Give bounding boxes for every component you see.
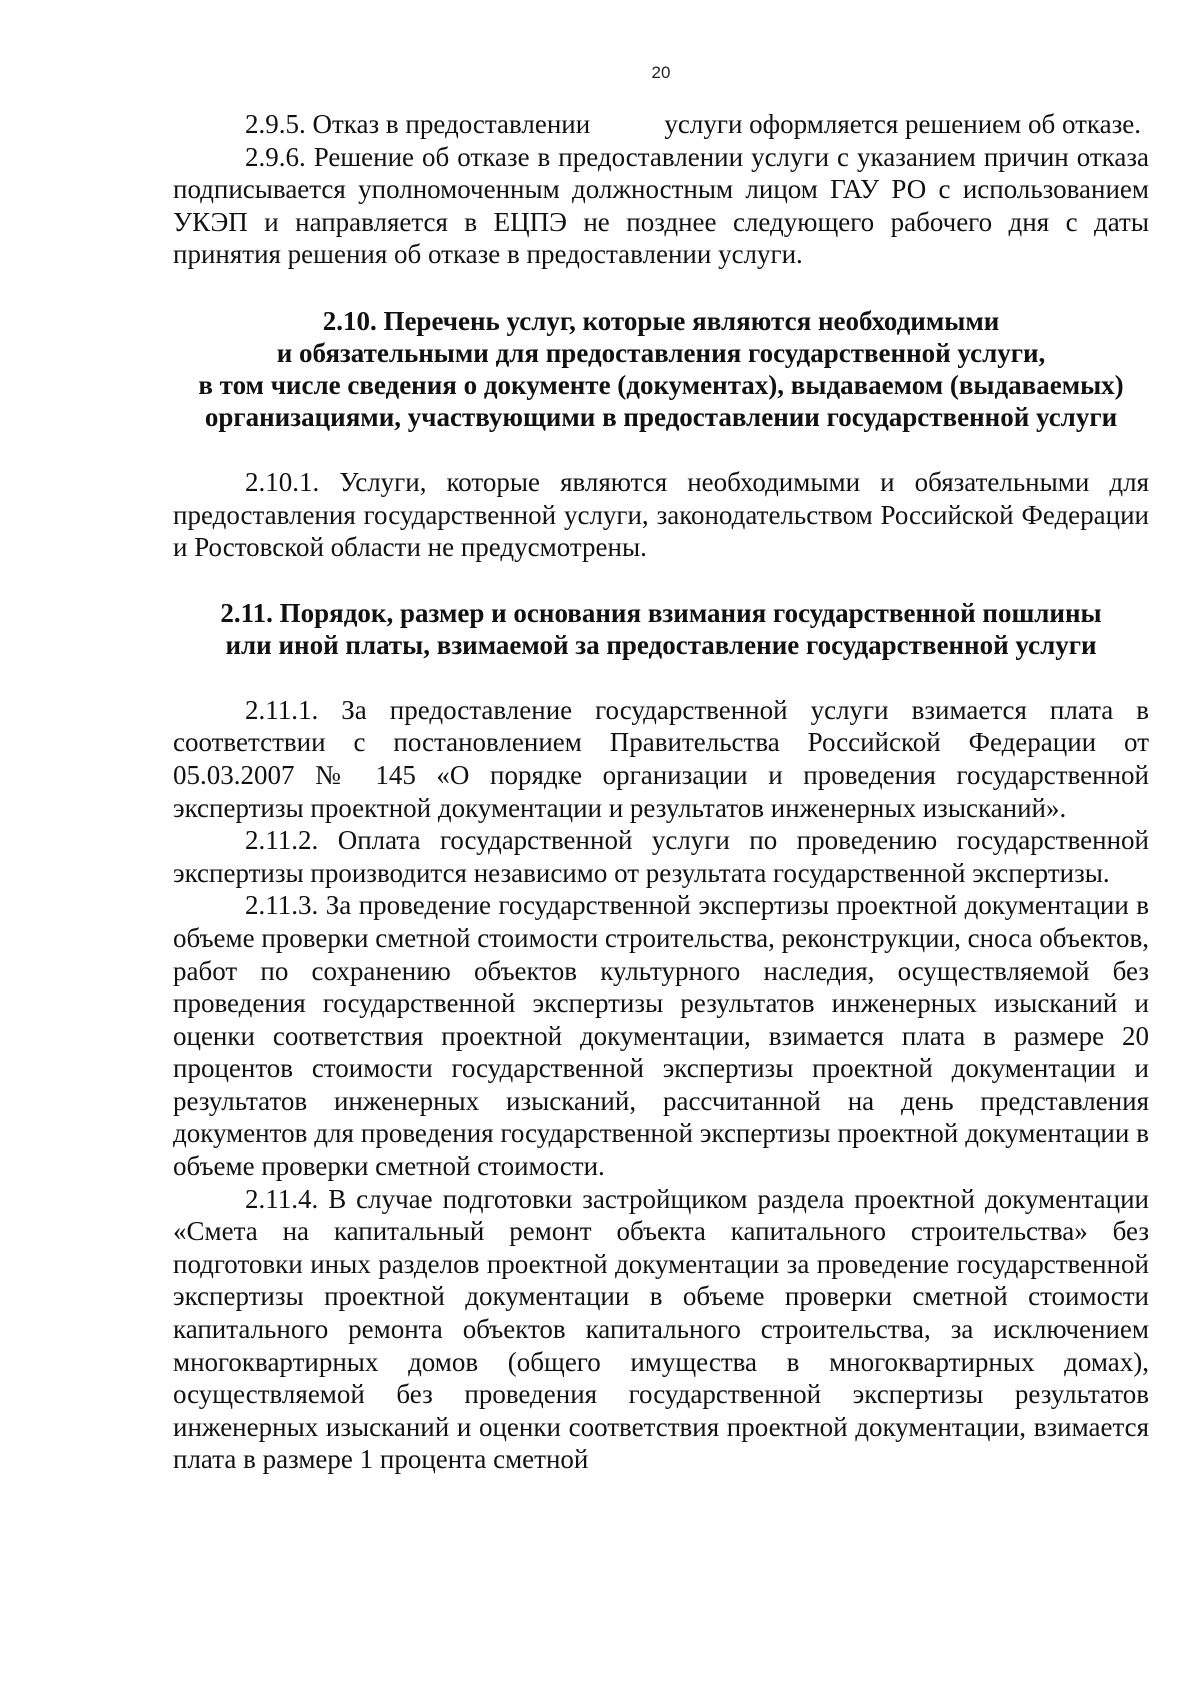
paragraph-2-10-1: 2.10.1. Услуги, которые являются необходимыми и обязательными для предоставления государственной услуги, законодательством Российской Федерации и Ростовской области не предусмотрены. bbox=[173, 466, 1149, 563]
section-heading-2-10 bbox=[173, 305, 1149, 433]
paragraph-2-11-1: 2.11.1. За предоставление государственной услуги взимается плата в соответствии с постановлением Правительства Российской Федерации от 05.03.2007 № 145 «О порядке организации и проведения государственной экспертизы проектной документации и результатов инженерных изысканий». bbox=[173, 694, 1149, 823]
heading-line: и обязательными для предоставления государственной услуги, bbox=[276, 337, 1046, 368]
heading-line: организациями, участвующими в предоставлении государственной услуги bbox=[204, 401, 1118, 432]
paragraph-2-11-4: 2.11.4. В случае подготовки застройщиком раздела проектной документации «Смета на капитальный ремонт объекта капитального строительства» без подготовки иных разделов проектной документации за проведение государственной экспертизы проектной документации в объеме проверки сметной стоимости капитального ремонта объектов капитального строительства, за исключением многоквартирных домов (общего имущества в многоквартирных домах), осуществляемой без проведения государственной экспертизы результатов инженерных изысканий и оценки соответствия проектной документации, взимается плата в размере 1 процента сметной bbox=[173, 1183, 1149, 1475]
paragraph-2-9-6: 2.9.6. Решение об отказе в предоставлении услуги с указанием причин отказа подписывается уполномоченным должностным лицом ГАУ РО с использованием УКЭП и направляется в ЕЦПЭ не позднее следующего рабочего дня с даты принятия решения об отказе в предоставлении услуги. bbox=[173, 141, 1149, 270]
heading-line: в том числе сведения о документе (документах), выдаваемом (выдаваемых) bbox=[198, 369, 1124, 400]
paragraph-2-9-5: 2.9.5. Отказ в предоставлении услуги оформляется решением об отказе. bbox=[245, 109, 1141, 139]
paragraph-2-11-3: 2.11.3. За проведение государственной экспертизы проектной документации в объеме проверки сметной стоимости строительства, реконструкции, сноса объектов, работ по сохранению объектов культурного наследия, осуществляемой без проведения государственной экспертизы результатов инженерных изысканий и оценки соответствия проектной документации, взимается плата в размере 20 процентов стоимости государственной экспертизы проектной документации и результатов инженерных изысканий, рассчитанной на день представления документов для проведения государственной экспертизы проектной документации в объеме проверки сметной стоимости. bbox=[173, 890, 1149, 1182]
heading-line: 2.11. Порядок, размер и основания взимания государственной пошлины bbox=[220, 597, 1102, 628]
paragraph-2-11-2: 2.11.2. Оплата государственной услуги по проведению государственной экспертизы производится независимо от результата государственной экспертизы. bbox=[173, 825, 1149, 888]
heading-line: 2.10. Перечень услуг, которые являются необходимыми bbox=[322, 305, 1000, 336]
page-number: 20 bbox=[651, 63, 671, 82]
heading-line: или иной платы, взимаемой за предоставление государственной услуги bbox=[225, 629, 1097, 660]
section-heading-2-11 bbox=[173, 597, 1149, 661]
page-content bbox=[173, 62, 1149, 1476]
